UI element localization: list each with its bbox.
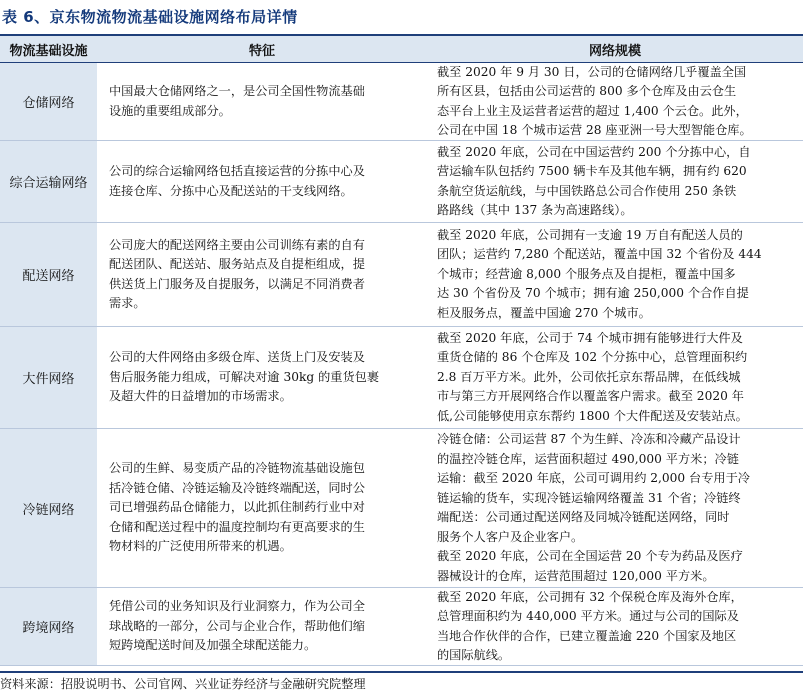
- scale-line: 截至 2020 年底，公司在中国运营约 200 个分拣中心，自: [437, 144, 751, 159]
- scale-line: 市与第三方开展网络合作以覆盖客户需求。截至 2020 年: [437, 389, 744, 404]
- source-note: 资料来源：招股说明书、公司官网、兴业证券经济与金融研究院整理: [0, 671, 803, 692]
- table-row: [0, 141, 803, 223]
- scale-line: 个城市；经营逾 8,000 个服务点及自提柜，覆盖中国多: [437, 266, 736, 281]
- feature-line: 及超大件的日益增加的市场需求。: [109, 389, 292, 404]
- infrastructure-name: 冷链网络: [0, 429, 97, 587]
- scale-line: 路路线（其中 137 条为高速路线）。: [437, 203, 633, 217]
- feature-line: 设施的重要组成部分。: [109, 103, 231, 118]
- header-scale: 网络规模: [588, 43, 641, 59]
- feature-line: 供送货上门服务及自提服务，以满足不同消费者: [109, 276, 365, 291]
- infrastructure-table: [0, 34, 803, 666]
- scale-line: 团队；运营约 7,280 个配送站，覆盖中国 32 个省份及 444: [437, 247, 762, 262]
- feature-cell: [97, 63, 427, 140]
- feature-line: 凭借公司的业务知识及行业洞察力，作为公司全: [109, 599, 365, 614]
- table-header: [0, 34, 803, 63]
- scale-line: 截至 2020 年底，公司在全国运营 20 个专为药品及医疗: [437, 549, 743, 563]
- scale-line: 所有区县，包括由公司运营的 800 多个仓库及由云仓生: [437, 84, 737, 98]
- feature-line: 公司的综合运输网络包括直接运营的分拣中心及: [109, 164, 365, 178]
- scale-cell: [427, 588, 803, 665]
- scale-line: 截至 2020 年底，公司拥有 32 个保税仓库及海外仓库，: [437, 589, 743, 604]
- feature-cell: [97, 327, 427, 428]
- feature-cell: [97, 588, 427, 665]
- scale-line: 冷链仓储：公司运营 87 个为生鲜、冷冻和冷藏产品设计: [437, 432, 741, 446]
- feature-cell: [97, 141, 427, 222]
- feature-line: 公司的生鲜、易变质产品的冷链物流基础设施包: [109, 461, 365, 476]
- scale-line: 截至 2020 年底，公司于 74 个城市拥有能够进行大件及: [437, 330, 743, 345]
- scale-cell: [427, 141, 803, 222]
- scale-line: 态平台上业主及运营者运营的超过 1,400 个云仓。此外，: [437, 103, 748, 118]
- infrastructure-name: 跨境网络: [0, 588, 97, 665]
- scale-line: 重货仓储的 86 个仓库及 102 个分拣中心，总管理面积约: [437, 350, 748, 365]
- scale-line: 低,公司能够使用京东帮约 1800 个大件配送及安装站点。: [437, 408, 748, 423]
- scale-line: 器械设计的仓库，运营范围超过 120,000 平方米。: [437, 568, 715, 583]
- scale-cell: [427, 63, 803, 140]
- table-row: [0, 588, 803, 666]
- scale-line: 当地合作伙伴的合作，已建立覆盖逾 220 个国家及地区: [437, 628, 737, 643]
- scale-line: 的温控冷链仓库，运营面积超过 490,000 平方米；冷链: [437, 451, 739, 466]
- table-row: [0, 223, 803, 327]
- scale-cell: [427, 327, 803, 428]
- feature-line: 仓储和配送过程中的温度控制均有更高要求的生: [109, 519, 365, 534]
- infrastructure-name: 大件网络: [0, 327, 97, 428]
- feature-line: 配送团队、配送站、服务站点及自提柜组成，提: [109, 257, 365, 271]
- feature-line: 公司庞大的配送网络主要由公司训练有素的自有: [109, 237, 365, 252]
- table-row: [0, 429, 803, 588]
- feature-line: 售后服务能力组成，可解决对逾 30kg 的重货包裹: [109, 369, 380, 384]
- scale-line: 柜及服务点，覆盖中国逾 270 个城市。: [437, 305, 651, 320]
- feature-line: 公司的大件网络由多级仓库、送货上门及安装及: [109, 350, 365, 365]
- feature-line: 需求。: [109, 296, 146, 310]
- scale-line: 截至 2020 年 9 月 30 日，公司的仓储网络几乎覆盖全国: [437, 64, 747, 79]
- scale-cell: [427, 429, 803, 587]
- feature-line: 中国最大仓储网络之一，是公司全国性物流基础: [109, 84, 365, 98]
- table-row: [0, 63, 803, 141]
- feature-line: 物材料的广泛使用所带来的机遇。: [109, 539, 292, 554]
- feature-cell: [97, 223, 427, 326]
- scale-line: 公司在中国 18 个城市运营 28 座亚洲一号大型智能仓库。: [437, 123, 752, 137]
- feature-line: 括冷链仓储、冷链运输及冷链终端配送，同时公: [109, 480, 365, 495]
- infrastructure-name: 综合运输网络: [0, 141, 97, 222]
- scale-line: 条航空货运航线，与中国铁路总公司合作使用 250 条铁: [437, 183, 737, 198]
- feature-line: 司已增强药品仓储能力，以此抓住制药行业中对: [109, 500, 365, 515]
- feature-line: 连接仓库、分拣中心及配送站的干支线网络。: [109, 183, 353, 198]
- header-infrastructure: 物流基础设施: [9, 43, 88, 59]
- scale-line: 截至 2020 年底，公司拥有一支逾 19 万自有配送人员的: [437, 227, 743, 242]
- scale-line: 端配送：公司通过配送网络及同城冷链配送网络，同时: [437, 510, 730, 524]
- feature-cell: [97, 429, 427, 587]
- scale-line: 2.8 百万平方米。此外，公司依托京东帮品牌，在低线城: [437, 369, 741, 384]
- scale-line: 总管理面积约为 440,000 平方米。通过与公司的国际及: [437, 609, 739, 623]
- scale-line: 营运输车队包括约 7500 辆卡车及其他车辆，拥有约 620: [437, 164, 747, 178]
- scale-line: 服务个人客户及企业客户。: [437, 529, 584, 544]
- feature-line: 短跨境配送时间及加强全球配送能力。: [109, 638, 317, 653]
- header-feature: 特征: [248, 43, 275, 59]
- table-row: [0, 327, 803, 429]
- table-body: [0, 63, 803, 666]
- scale-line: 的国际航线。: [437, 648, 511, 662]
- scale-line: 达 30 个省份及 70 个城市；拥有逾 250,000 个合作自提: [437, 286, 749, 301]
- scale-cell: [427, 223, 803, 326]
- infrastructure-name: 仓储网络: [0, 63, 97, 140]
- scale-line: 运输：截至 2020 年底，公司可调用约 2,000 台专用于冷: [437, 471, 750, 485]
- table-title: 表 6、京东物流物流基础设施网络布局详情: [2, 8, 298, 26]
- feature-line: 球战略的一部分，公司与企业合作，帮助他们缩: [109, 618, 365, 633]
- scale-line: 链运输的货车，实现冷链运输网络覆盖 31 个省；冷链终: [437, 490, 741, 505]
- infrastructure-name: 配送网络: [0, 223, 97, 326]
